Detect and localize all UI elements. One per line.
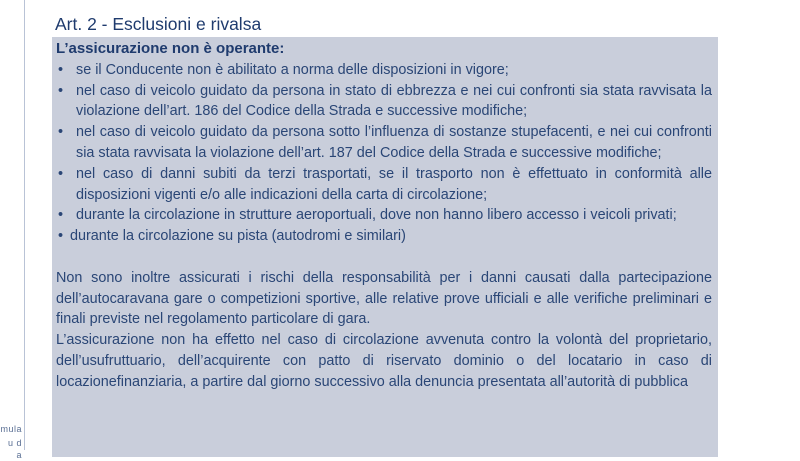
bullet-icon: • bbox=[58, 207, 64, 224]
list-item-text: nel caso di veicolo guidato da persona in stato di ebbrezza e nei cui confronti sia stata ravvisata la violazione dell’art. 186 del Codice della Strada e successive modifiche; bbox=[76, 82, 712, 120]
paragraph: Non sono inoltre assicurati i rischi della responsabilità per i danni causati dalla partecipazione dell’autocaravana gare o competizioni sportive, alle relative prove ufficiali e alle verifiche preliminari e finali previste nel regolamento particolare di gara. bbox=[56, 269, 712, 328]
list-item-text: nel caso di veicolo guidato da persona sotto l’influenza di sostanze stupefacenti, e nei cui confronti sia stata ravvisata la violazione dell’art. 187 del Codice della Strada e successive modifiche; bbox=[76, 124, 712, 161]
list-item-text: nel caso di danni subiti da terzi trasportati, se il trasporto non è effettuato in conformità alle disposizioni vigenti e/o alle indicazioni della carta di circolazione; bbox=[76, 165, 712, 203]
list-item bbox=[56, 205, 712, 226]
list-item bbox=[56, 164, 712, 206]
list-item-text: se il Conducente non è abilitato a norma delle disposizioni in vigore; bbox=[76, 61, 509, 78]
paragraph: L’assicurazione non ha effetto nel caso di circolazione avvenuta contro la volontà del proprietario, dell’usufruttuario, dell’acquirente con patto di riservato dominio o del locatario in caso di locazionefinanziaria, a partire dal giorno successivo alla denuncia presentata all’autorità di pubblica bbox=[56, 332, 712, 390]
list-item-text: durante la circolazione su pista (autodromi e similari) bbox=[70, 228, 406, 245]
margin-note: u d a bbox=[7, 438, 22, 460]
list-item bbox=[56, 226, 712, 247]
bullet-icon: • bbox=[58, 124, 64, 141]
left-margin-rule bbox=[24, 0, 25, 450]
list-item-text: durante la circolazione in strutture aeroportuali, dove non hanno libero accesso i veicoli privati; bbox=[76, 207, 677, 224]
bullet-icon: • bbox=[58, 82, 64, 99]
article-body bbox=[56, 39, 712, 393]
list-item bbox=[56, 81, 712, 123]
bullet-icon: • bbox=[58, 228, 64, 245]
spacer bbox=[56, 247, 712, 268]
margin-note: mula bbox=[0, 424, 22, 434]
bullet-icon: • bbox=[58, 165, 64, 182]
list-item bbox=[56, 60, 712, 81]
article-title: Art. 2 - Esclusioni e rivalsa bbox=[55, 14, 262, 34]
article-subheading: L’assicurazione non è operante: bbox=[56, 40, 285, 57]
bullet-icon: • bbox=[58, 61, 64, 78]
list-item bbox=[56, 122, 712, 164]
